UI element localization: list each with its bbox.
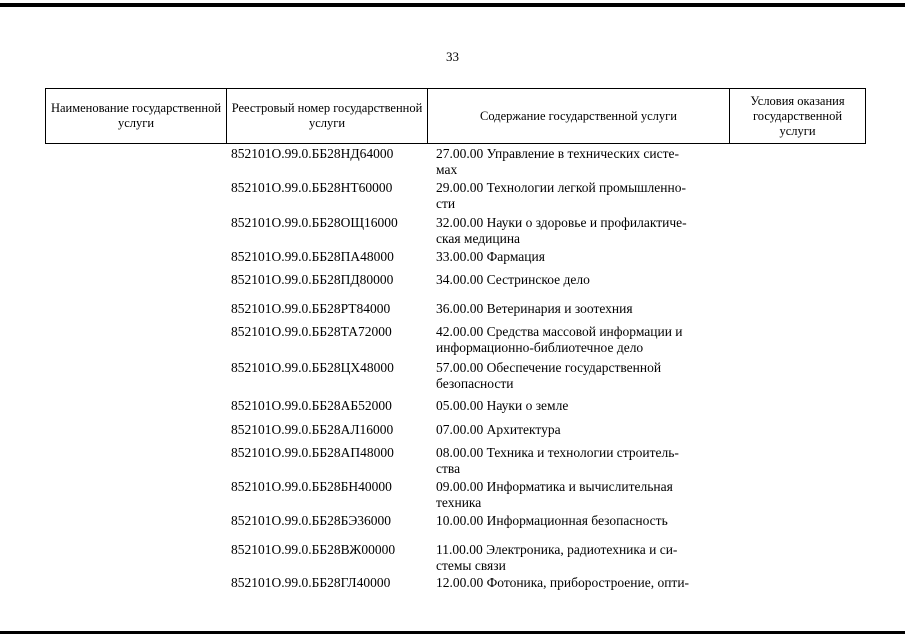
description-line: 29.00.00 Технологии легкой промышленно- xyxy=(436,180,686,195)
description-line: ства xyxy=(436,461,461,476)
header-service-conditions: Условия оказания государственной услуги xyxy=(750,93,845,138)
description-line: 42.00.00 Средства массовой информации и xyxy=(436,324,683,339)
registry-code: 852101О.99.0.ББ28АЛ16000 xyxy=(231,422,394,437)
registry-code: 852101О.99.0.ББ28ЦХ48000 xyxy=(231,360,394,375)
header-registry-number: Реестровый номер государственной услуги xyxy=(227,89,428,143)
registry-code: 852101О.99.0.ББ28ВЖ00000 xyxy=(231,542,396,557)
description-line: 11.00.00 Электроника, радиотехника и си- xyxy=(436,542,678,557)
service-description xyxy=(436,360,721,392)
registry-code: 852101О.99.0.ББ28АБ52000 xyxy=(231,398,392,413)
registry-code: 852101О.99.0.ББ28ТА72000 xyxy=(231,324,392,339)
registry-code: 852101О.99.0.ББ28БЭ36000 xyxy=(231,513,392,528)
description-line: 36.00.00 Ветеринария и зоотехния xyxy=(436,301,633,316)
service-description xyxy=(436,542,721,574)
service-description xyxy=(436,398,721,414)
description-line: 09.00.00 Информатика и вычислительная xyxy=(436,479,673,494)
service-description xyxy=(436,513,721,529)
registry-code: 852101О.99.0.ББ28ОЩ16000 xyxy=(231,215,398,230)
description-line: 33.00.00 Фармация xyxy=(436,249,545,264)
service-description xyxy=(436,445,721,477)
service-description xyxy=(436,272,721,288)
description-line: 08.00.00 Техника и технологии строитель- xyxy=(436,445,679,460)
service-description xyxy=(436,180,721,212)
service-description xyxy=(436,215,721,247)
description-line: 27.00.00 Управление в технических систе- xyxy=(436,146,679,161)
service-description xyxy=(436,301,721,317)
header-service-name: Наименование государственной услуги xyxy=(46,89,227,143)
description-line: 07.00.00 Архитектура xyxy=(436,422,561,437)
description-line: 32.00.00 Науки о здоровье и профилактиче- xyxy=(436,215,687,230)
description-line: 10.00.00 Информационная безопасность xyxy=(436,513,668,528)
page-number: 33 xyxy=(446,49,459,64)
registry-code: 852101О.99.0.ББ28НД64000 xyxy=(231,146,394,161)
header-service-content: Содержание государственной услуги xyxy=(428,89,730,143)
service-description xyxy=(436,249,721,265)
service-description xyxy=(436,422,721,438)
service-description xyxy=(436,146,721,178)
registry-code: 852101О.99.0.ББ28ГЛ40000 xyxy=(231,575,391,590)
top-border-line xyxy=(0,3,905,7)
bottom-border-line xyxy=(0,631,905,634)
registry-code: 852101О.99.0.ББ28РТ84000 xyxy=(231,301,391,316)
description-line: информационно-библиотечное дело xyxy=(436,340,644,355)
registry-code: 852101О.99.0.ББ28ПА48000 xyxy=(231,249,394,264)
description-line: мах xyxy=(436,162,458,177)
service-description xyxy=(436,324,721,356)
description-line: ская медицина xyxy=(436,231,521,246)
service-description xyxy=(436,575,721,591)
table-header xyxy=(45,88,866,144)
description-line: техника xyxy=(436,495,482,510)
registry-code: 852101О.99.0.ББ28БН40000 xyxy=(231,479,392,494)
description-line: сти xyxy=(436,196,456,211)
registry-code: 852101О.99.0.ББ28ПД80000 xyxy=(231,272,394,287)
description-line: 57.00.00 Обеспечение государственной xyxy=(436,360,662,375)
description-line: стемы связи xyxy=(436,558,506,573)
description-line: 05.00.00 Науки о земле xyxy=(436,398,569,413)
description-line: 12.00.00 Фотоника, приборостроение, опти- xyxy=(436,575,690,590)
description-line: безопасности xyxy=(436,376,514,391)
registry-code: 852101О.99.0.ББ28АП48000 xyxy=(231,445,394,460)
description-line: 34.00.00 Сестринское дело xyxy=(436,272,590,287)
registry-code: 852101О.99.0.ББ28НТ60000 xyxy=(231,180,393,195)
service-description xyxy=(436,479,721,511)
